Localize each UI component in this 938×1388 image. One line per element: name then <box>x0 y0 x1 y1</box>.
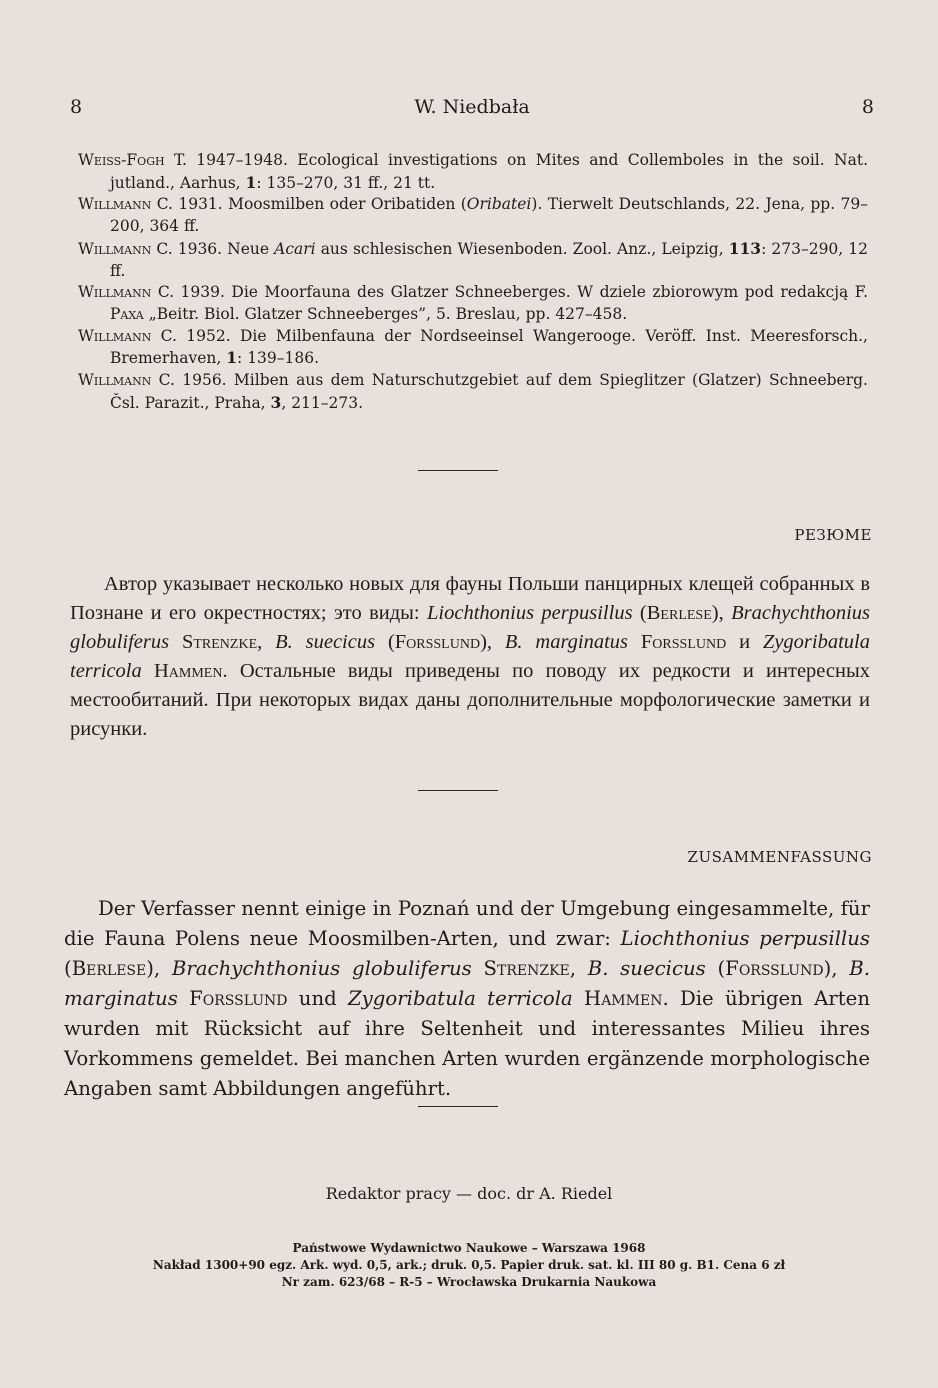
reference-author: Willmann C. <box>78 371 175 390</box>
running-title: W. Niedbała <box>414 96 530 118</box>
reference-item: Willmann C. 1939. Die Moorfauna des Glatzer Schneeberges. W dziele zbiorowym pod redakcją F. Paxa „Beitr. Biol. Glatzer Schneeberges”, 5. Breslau, pp. 427–458. <box>78 283 868 323</box>
reference-item: Willmann C. 1936. Neue Acari aus schlesischen Wiesenboden. Zool. Anz., Leipzig, 113: 273–290, 12 ff. <box>78 238 869 280</box>
colophon-line: Państwowe Wydawnictwo Naukowe – Warszawa 1968 <box>292 1241 646 1255</box>
page-number-right: 8 <box>861 96 874 118</box>
colophon <box>0 1240 938 1291</box>
reference-author: Willmann C. <box>78 283 175 302</box>
reference-item: Weiss-Fogh T. 1947–1948. Ecological investigations on Mites and Collemboles in the soil. Nat. jutland., Aarhus, 1: 135–270, 31 ff., 21 tt. <box>78 151 868 192</box>
colophon-line: Nr zam. 623/68 – R-5 – Wrocławska Drukarnia Naukowa <box>281 1275 657 1289</box>
reference-author: Weiss-Fogh T. <box>78 151 187 169</box>
reference-author: Willmann C. <box>78 195 173 214</box>
resume-heading: РЕЗЮМЕ <box>794 526 872 544</box>
section-divider <box>418 470 498 471</box>
reference-author: Willmann C. <box>78 239 173 258</box>
reference-item: Willmann C. 1952. Die Milbenfauna der Nordseeinsel Wangerooge. Veröff. Inst. Meeresforsch., Bremerhaven, 1: 139–186. <box>78 326 868 368</box>
resume-paragraph: Автор указывает несколько новых для фауны Польши панцирных клещей собранных в Познане и его окрестностях; это виды: Liochthonius perpusillus (Berlese), Brachychthonius globuliferus Strenzke, B. suecicus (Forsslund), B. marginatus Forsslund и Zygoribatula terricola Hammen. Остальные виды приведены по поводу их редкости и интересных местообитаний. При некоторых видах даны дополнительные морфологические заметки и рисунки. <box>70 573 871 740</box>
zusammenfassung-paragraph: Der Verfasser nennt einige in Poznań und der Umgebung eingesammelte, für die Fauna Polens neue Moosmilben-Arten, und zwar: Liochthonius perpusillus (Berlese), Brachychthonius globuliferus Strenzke, B. suecicus (Forsslund), B. marginatus Forsslund und Zygoribatula terricola Hammen. Die übrigen Arten wurden mit Rücksicht auf ihre Seltenheit und interessantes Milieu ihres Vorkommens gemeldet. Bei manchen Arten wurden ergänzende morphologische Angaben samt Abbildungen angeführt. <box>64 897 870 1100</box>
zusammenfassung-heading: ZUSAMMENFASSUNG <box>687 848 872 866</box>
editor-line: Redaktor pracy — doc. dr A. Riedel <box>325 1184 613 1203</box>
references-list <box>78 150 868 414</box>
running-header <box>70 96 874 122</box>
colophon-line: Nakład 1300+90 egz. Ark. wyd. 0,5, ark.; druk. 0,5. Papier druk. sat. kl. III 80 g. B1. Cena 6 zł <box>152 1258 786 1272</box>
page-number-left: 8 <box>70 96 83 118</box>
section-divider <box>418 790 498 791</box>
reference-author: Willmann C. <box>78 326 177 345</box>
section-divider <box>418 1106 498 1107</box>
resume-body <box>70 570 870 744</box>
reference-item: Willmann C. 1931. Moosmilben oder Oribatiden (Oribatei). Tierwelt Deutschlands, 22. Jena, pp. 79–200, 364 ff. <box>78 195 868 236</box>
reference-item: Willmann C. 1956. Milben aus dem Naturschutzgebiet auf dem Spieglitzer (Glatzer) Schneeberg. Čsl. Parazit., Praha, 3, 211–273. <box>78 371 868 412</box>
zusammenfassung-body <box>64 894 870 1104</box>
